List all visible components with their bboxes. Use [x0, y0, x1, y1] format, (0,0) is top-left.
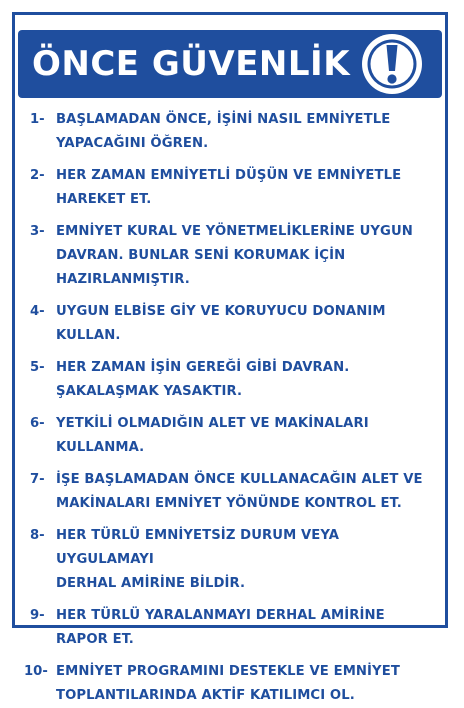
- sign-header: [18, 30, 442, 98]
- rule-item: [30, 356, 440, 404]
- rule-number: 1-: [30, 112, 45, 127]
- rule-text: HER TÜRLÜ YARALANMAYI DERHAL AMİRİNE RAPOR ET.: [56, 608, 385, 647]
- rule-text: İŞE BAŞLAMADAN ÖNCE KULLANACAĞIN ALET VE MAKİNALARI EMNİYET YÖNÜNDE KONTROL ET.: [56, 472, 423, 511]
- rule-item: [30, 468, 440, 516]
- rule-number: 7-: [30, 472, 45, 487]
- rule-text: BAŞLAMADAN ÖNCE, İŞİNİ NASIL EMNİYETLE YAPACAĞINI ÖĞREN.: [56, 112, 391, 151]
- exclamation-circle-icon: [360, 32, 424, 96]
- rule-number: 6-: [30, 416, 45, 431]
- rule-item: [24, 660, 440, 708]
- sign-title: ÖNCE GÜVENLİK: [32, 44, 351, 84]
- rule-number: 4-: [30, 304, 45, 319]
- rule-item: [30, 164, 440, 212]
- rule-number: 2-: [30, 168, 45, 183]
- rule-number: 8-: [30, 528, 45, 543]
- rule-text: EMNİYET KURAL VE YÖNETMELİKLERİNE UYGUN DAVRAN. BUNLAR SENİ KORUMAK İÇİN HAZIRLANMIŞTIR.: [56, 224, 413, 287]
- rule-number: 5-: [30, 360, 45, 375]
- rule-item: [30, 220, 440, 292]
- rule-text: UYGUN ELBİSE GİY VE KORUYUCU DONANIM KULLAN.: [56, 304, 386, 343]
- rule-number: 3-: [30, 224, 45, 239]
- rule-item: [30, 108, 440, 156]
- rule-item: [30, 412, 440, 460]
- rule-text: YETKİLİ OLMADIĞIN ALET VE MAKİNALARI KULLANMA.: [56, 416, 369, 455]
- rule-item: [30, 300, 440, 348]
- rules-list: [24, 108, 440, 708]
- rule-item: [30, 524, 440, 596]
- rule-text: EMNİYET PROGRAMINI DESTEKLE VE EMNİYET TOPLANTILARINDA AKTİF KATILIMCI OL.: [56, 664, 400, 703]
- rule-text: HER ZAMAN İŞİN GEREĞİ GİBİ DAVRAN. ŞAKALAŞMAK YASAKTIR.: [56, 360, 350, 399]
- rule-text: HER ZAMAN EMNİYETLİ DÜŞÜN VE EMNİYETLE HAREKET ET.: [56, 168, 402, 207]
- rule-number: 9-: [30, 608, 45, 623]
- rule-text: HER TÜRLÜ EMNİYETSİZ DURUM VEYA UYGULAMAYI DERHAL AMİRİNE BİLDİR.: [56, 528, 340, 591]
- rule-item: [30, 604, 440, 652]
- rule-number: 10-: [24, 664, 48, 679]
